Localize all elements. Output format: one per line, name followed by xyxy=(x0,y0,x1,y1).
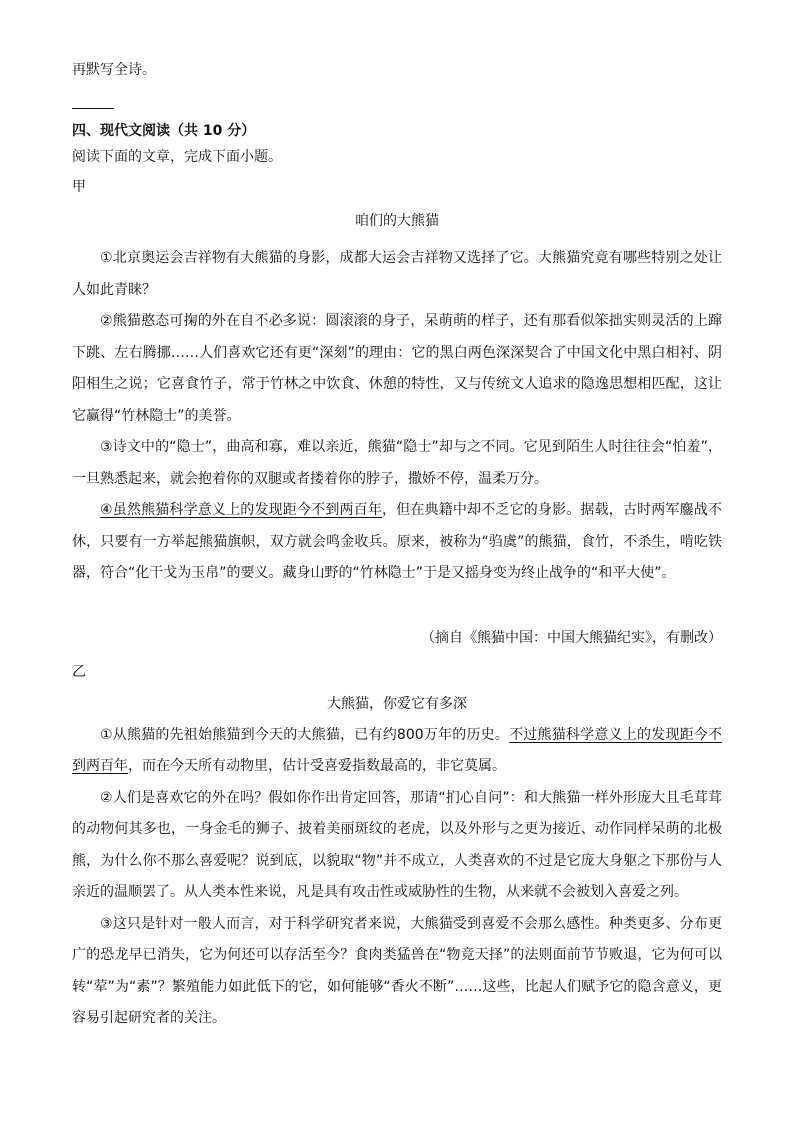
underlined-sentence-a: ④虽然熊猫科学意义上的发现距今不到两百年 xyxy=(100,502,383,518)
document-page xyxy=(72,60,722,1035)
part-a-label: 甲 xyxy=(72,179,86,195)
article-a-paragraph-4 xyxy=(72,495,722,590)
article-a-paragraph-1: ①北京奥运会吉祥物有大熊猫的身影，成都大运会吉祥物又选择了它。大熊猫究竟有哪些特别之处让人如此青睐？ xyxy=(72,250,722,298)
article-b-paragraph-1-rest: ，而在今天所有动物里，估计受喜爱指数最高的，非它莫属。 xyxy=(128,758,506,774)
article-b-paragraph-3: ③这只是针对一般人而言，对于科学研究者来说，大熊猫受到喜爱不会那么感性。种类更多、分布更广的恐龙早已消失，它为何还可以存活至今？食肉类猛兽在“物竞天择”的法则面前节节败退，它为何可以转“荤”为“素”？繁殖能力如此低下的它，如何能够“香火不断”……这些，比起人们赋予它的隐含意义，更容易引起研究者的关注。 xyxy=(72,915,722,1026)
article-b-body xyxy=(72,720,722,1035)
article-a-paragraph-3: ③诗文中的“隐士”，曲高和寡，难以亲近，熊猫“隐士”却与之不同。它见到陌生人时往往会“怕羞”，一旦熟悉起来，就会抱着你的双腿或者搂着你的脖子，撒娇不停，温柔万分。 xyxy=(72,439,722,487)
intro-text: 再默写全诗。 xyxy=(72,62,156,78)
article-b-title: 大熊猫，你爱它有多深 xyxy=(327,695,467,712)
article-a-paragraph-2: ②熊猫憨态可掬的外在自不必多说：圆滚滚的身子，呆萌萌的样子，还有那看似笨拙实则灵活的上蹿下跳、左右腾挪……人们喜欢它还有更“深刻”的理由：它的黑白两色深深契合了中国文化中黑白相衬、阴阳相生之说；它喜食竹子，常于竹林之中饮食、休憩的特性，又与传统文人追求的隐逸思想相匹配，这让它赢得“竹林隐士”的美誉。 xyxy=(72,313,722,424)
underlined-sentence-b: 不过熊猫科学意义上的发现距今不到两百年 xyxy=(72,726,722,774)
article-a-body xyxy=(72,243,722,590)
article-a-source: （摘自《熊猫中国：中国大熊猫纪实》，有删改） xyxy=(421,629,722,646)
article-a-paragraph-4-rest: ，但在典籍中却不乏它的身影。据载，古时两军鏖战不休，只要有一方举起熊猫旗帜，双方就会鸣金收兵。原来，被称为“驺虞”的熊猫，食竹，不杀生，啃吃铁器，符合“化干戈为玉帛”的要义。藏身山野的“竹林隐士”于是又摇身变为终止战争的“和平大使”。 xyxy=(72,502,722,581)
article-b-paragraph-1 xyxy=(72,720,722,783)
article-b-paragraph-1-start: ①从熊猫的先祖始熊猫到今天的大熊猫，已有约800万年的历史。 xyxy=(100,726,510,743)
article-b-paragraph-2: ②人们是喜欢它的外在吗？假如你作出肯定回答，那请“扪心自问”：和大熊猫一样外形庞大且毛茸茸的动物何其多也，一身金毛的狮子、披着美丽斑纹的老虎，以及外形与之更为接近、动作同样呆萌的北极熊，为什么你不那么喜爱呢？说到底，以貌取“物”并不成立，人类喜欢的不过是它庞大身躯之下那份与人亲近的温顺罢了。从人类本性来说，凡是具有攻击性或威胁性的生物，从来就不会被划入喜爱之列。 xyxy=(72,789,722,900)
part-b-label: 乙 xyxy=(72,663,86,680)
answer-blank xyxy=(72,98,114,109)
article-a-title: 咱们的大熊猫 xyxy=(355,213,439,229)
section-instruction: 阅读下面的文章，完成下面小题。 xyxy=(72,149,282,165)
section-heading: 四、现代文阅读（共 10 分） xyxy=(72,123,256,139)
